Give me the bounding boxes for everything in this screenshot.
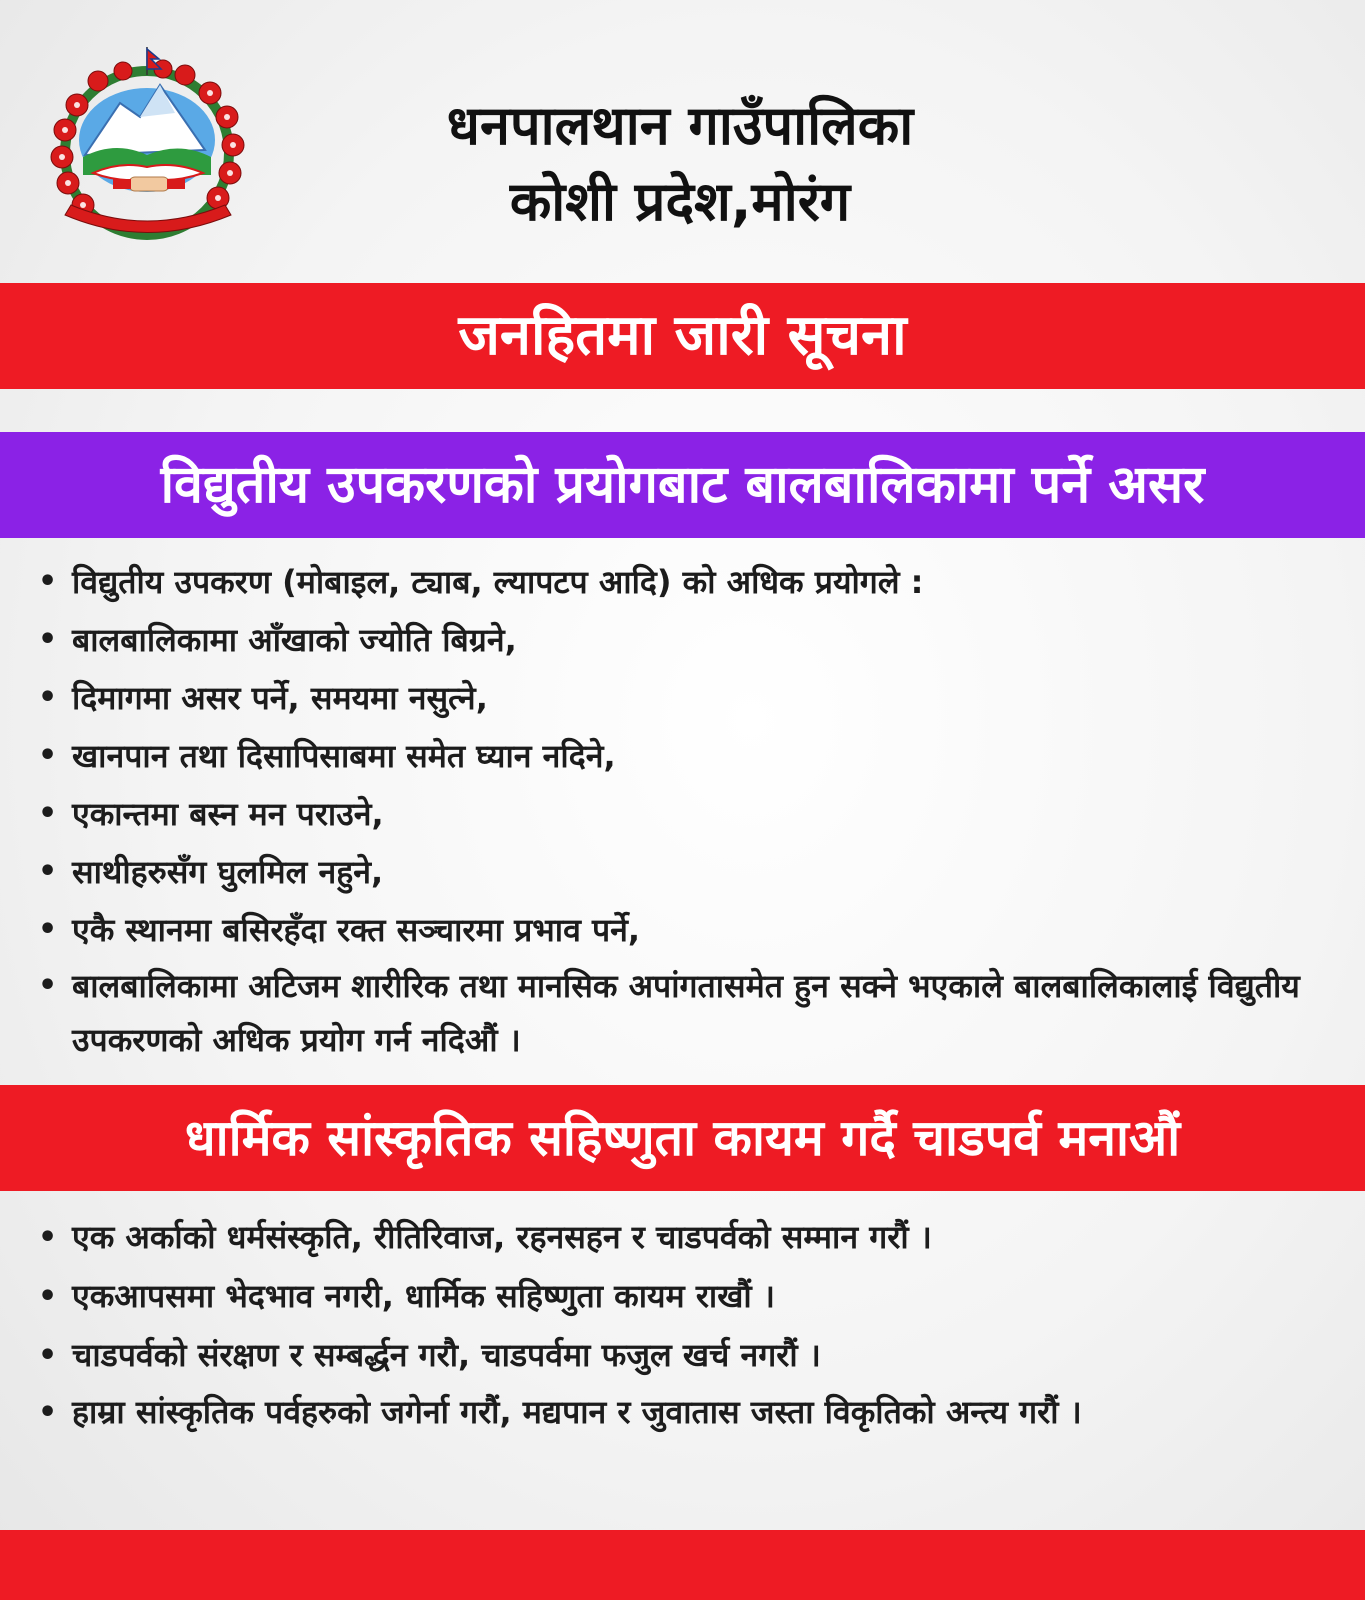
main-notice-banner: [0, 283, 1365, 389]
footer-bar: [0, 1530, 1365, 1600]
bullet-icon: •: [38, 1395, 58, 1430]
list-item: • चाडपर्वको संरक्षण र सम्बर्द्धन गरौ, चाडपर्वमा फजुल खर्च नगरौं ।: [38, 1326, 1328, 1385]
section2-heading: धार्मिक सांस्कृतिक सहिष्णुता कायम गर्दै चाडपर्व मनाऔं: [184, 1109, 1181, 1167]
list-item: • बालबालिकामा अटिजम शारीरिक तथा मानसिक अपांगतासमेत हुन सक्ने भएकाले बालबालिकालाई विद्युतीय उपकरणको अधिक प्रयोग गर्न नदिऔं ।: [38, 959, 1328, 1067]
bullet-icon: •: [38, 1338, 58, 1373]
list-item: • एक अर्काको धर्मसंस्कृति, रीतिरिवाज, रहनसहन र चाडपर्वको सम्मान गरौं ।: [38, 1208, 1328, 1267]
bullet-icon: •: [38, 796, 58, 831]
list-item: • विद्युतीय उपकरण (मोबाइल, ट्याब, ल्यापटप आदि) को अधिक प्रयोगले :: [38, 553, 1328, 611]
organization-title: [300, 88, 1060, 240]
list-item: • एकै स्थानमा बसिरहँदा रक्त सञ्चारमा प्रभाव पर्ने,: [38, 901, 1328, 959]
list-item: • एकान्तमा बस्न मन पराउने,: [38, 785, 1328, 843]
bullet-icon: •: [38, 968, 58, 1003]
list-item: • हाम्रा सांस्कृतिक पर्वहरुको जगेर्ना गरौं, मद्यपान र जुवातास जस्ता विकृतिको अन्त्य गरौं ।: [38, 1385, 1328, 1440]
section1-list: [38, 553, 1328, 1067]
list-item: • बालबालिकामा आँखाको ज्योति बिग्रने,: [38, 611, 1328, 669]
bullet-icon: •: [38, 912, 58, 947]
bullet-icon: •: [38, 564, 58, 599]
section2-list: [38, 1208, 1328, 1440]
list-item: • दिमागमा असर पर्ने, समयमा नसुत्ने,: [38, 669, 1328, 727]
list-item: • खानपान तथा दिसापिसाबमा समेत घ्यान नदिने,: [38, 727, 1328, 785]
header: [0, 0, 1365, 280]
section2-heading-banner: [0, 1085, 1365, 1191]
bullet-icon: •: [38, 1279, 58, 1314]
organization-location: कोशी प्रदेश,मोरंग: [509, 170, 851, 233]
bullet-icon: •: [38, 622, 58, 657]
bullet-icon: •: [38, 680, 58, 715]
nepal-government-emblem-icon: [35, 45, 260, 245]
main-notice-title: जनहितमा जारी सूचना: [458, 303, 907, 368]
bullet-icon: •: [38, 854, 58, 889]
list-item: • साथीहरुसँग घुलमिल नहुने,: [38, 843, 1328, 901]
section1-heading: विद्युतीय उपकरणको प्रयोगबाट बालबालिकामा पर्ने असर: [160, 455, 1205, 515]
bullet-icon: •: [38, 738, 58, 773]
list-item: • एकआपसमा भेदभाव नगरी, धार्मिक सहिष्णुता कायम राखौं ।: [38, 1267, 1328, 1326]
organization-name: धनपालथान गाउँपालिका: [446, 94, 914, 157]
section1-heading-banner: [0, 432, 1365, 538]
bullet-icon: •: [38, 1220, 58, 1255]
